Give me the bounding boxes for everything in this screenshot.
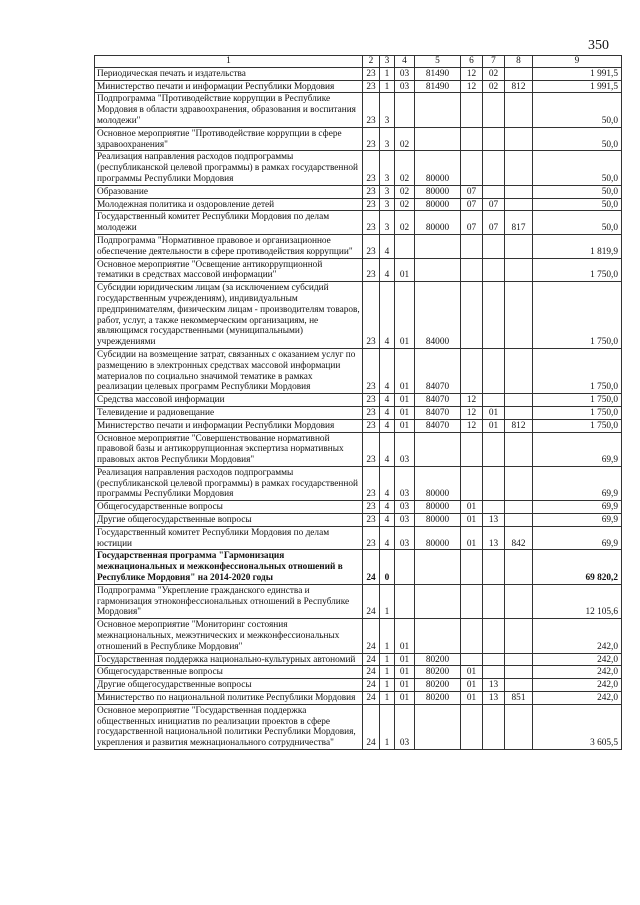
expense-code: 80000 bbox=[415, 526, 461, 550]
division-code bbox=[461, 282, 483, 349]
table-row bbox=[95, 394, 622, 407]
column-header: 7 bbox=[483, 56, 505, 68]
expense-code: 80200 bbox=[415, 692, 461, 705]
row-name: Реализация направления расходов подпрограммы (республиканской целевой программы) в рамках государственной программы Республики Мордовия bbox=[95, 151, 363, 185]
division-code: 01 bbox=[461, 666, 483, 679]
table-row bbox=[95, 679, 622, 692]
subprogram-code: 1 bbox=[380, 679, 395, 692]
ministry-code bbox=[505, 666, 533, 679]
table-row bbox=[95, 198, 622, 211]
ministry-code bbox=[505, 514, 533, 527]
amount-value: 1 750,0 bbox=[533, 394, 622, 407]
ministry-code bbox=[505, 234, 533, 258]
section-code: 23 bbox=[363, 127, 380, 151]
subprogram-code: 4 bbox=[380, 419, 395, 432]
table-row bbox=[95, 348, 622, 393]
row-name: Средства массовой информации bbox=[95, 394, 363, 407]
table-row bbox=[95, 526, 622, 550]
expense-code: 80000 bbox=[415, 514, 461, 527]
amount-value: 242,0 bbox=[533, 619, 622, 653]
amount-value: 50,0 bbox=[533, 127, 622, 151]
activity-code: 03 bbox=[395, 80, 415, 93]
section-code: 23 bbox=[363, 394, 380, 407]
ministry-code bbox=[505, 406, 533, 419]
table-row bbox=[95, 282, 622, 349]
row-name: Основное мероприятие "Мониторинг состояния межнациональных, межэтнических и межконфессиональных отношений в Республике Мордовия" bbox=[95, 619, 363, 653]
section-code: 24 bbox=[363, 550, 380, 584]
amount-value: 69,9 bbox=[533, 432, 622, 466]
subdivision-code: 02 bbox=[483, 80, 505, 93]
ministry-code bbox=[505, 394, 533, 407]
section-code: 24 bbox=[363, 619, 380, 653]
table-row bbox=[95, 127, 622, 151]
section-code: 23 bbox=[363, 198, 380, 211]
division-code bbox=[461, 466, 483, 500]
subprogram-code: 0 bbox=[380, 550, 395, 584]
column-header: 5 bbox=[415, 56, 461, 68]
activity-code bbox=[395, 93, 415, 127]
section-code: 23 bbox=[363, 419, 380, 432]
subdivision-code: 01 bbox=[483, 419, 505, 432]
row-name: Государственная программа "Гармонизация межнациональных и межконфессиональных отношений в Республике Мордовия" на 2014-2020 годы bbox=[95, 550, 363, 584]
subdivision-code: 02 bbox=[483, 67, 505, 80]
section-code: 23 bbox=[363, 67, 380, 80]
amount-value: 1 819,9 bbox=[533, 234, 622, 258]
amount-value: 242,0 bbox=[533, 692, 622, 705]
table-row bbox=[95, 211, 622, 235]
activity-code: 01 bbox=[395, 679, 415, 692]
subdivision-code bbox=[483, 258, 505, 282]
amount-value: 50,0 bbox=[533, 198, 622, 211]
subdivision-code bbox=[483, 584, 505, 618]
amount-value: 50,0 bbox=[533, 93, 622, 127]
expense-code bbox=[415, 258, 461, 282]
ministry-code bbox=[505, 93, 533, 127]
subdivision-code: 13 bbox=[483, 692, 505, 705]
row-name: Основное мероприятие "Совершенствование нормативной правовой базы и антикоррупционная экспертиза нормативных правовых актов Республики Мордовия" bbox=[95, 432, 363, 466]
subdivision-code bbox=[483, 666, 505, 679]
row-name: Подпрограмма "Укрепление гражданского единства и гармонизация этноконфессиональных отношений в Республике Мордовия" bbox=[95, 584, 363, 618]
row-name: Образование bbox=[95, 185, 363, 198]
table-row bbox=[95, 653, 622, 666]
row-name: Министерство печати и информации Республики Мордовия bbox=[95, 419, 363, 432]
subprogram-code: 1 bbox=[380, 584, 395, 618]
activity-code: 01 bbox=[395, 692, 415, 705]
expense-code bbox=[415, 704, 461, 749]
section-code: 24 bbox=[363, 704, 380, 749]
subprogram-code: 4 bbox=[380, 501, 395, 514]
ministry-code bbox=[505, 584, 533, 618]
division-code: 12 bbox=[461, 67, 483, 80]
expense-code: 80200 bbox=[415, 653, 461, 666]
activity-code: 02 bbox=[395, 211, 415, 235]
division-code: 12 bbox=[461, 394, 483, 407]
section-code: 23 bbox=[363, 282, 380, 349]
activity-code: 02 bbox=[395, 151, 415, 185]
subdivision-code bbox=[483, 704, 505, 749]
division-code: 12 bbox=[461, 419, 483, 432]
expense-code: 84070 bbox=[415, 348, 461, 393]
ministry-code bbox=[505, 127, 533, 151]
table-row bbox=[95, 584, 622, 618]
table-body bbox=[95, 67, 622, 749]
row-name: Субсидии на возмещение затрат, связанных с оказанием услуг по размещению в электронных средствах массовой информации материалов по социально значимой тематике в рамках реализации целевых программ Республики Мордовия bbox=[95, 348, 363, 393]
subdivision-code: 13 bbox=[483, 526, 505, 550]
amount-value: 50,0 bbox=[533, 185, 622, 198]
subprogram-code: 4 bbox=[380, 432, 395, 466]
table-row bbox=[95, 185, 622, 198]
subdivision-code bbox=[483, 394, 505, 407]
expense-code bbox=[415, 550, 461, 584]
ministry-code bbox=[505, 67, 533, 80]
ministry-code: 842 bbox=[505, 526, 533, 550]
column-header: 6 bbox=[461, 56, 483, 68]
activity-code: 03 bbox=[395, 67, 415, 80]
activity-code: 02 bbox=[395, 185, 415, 198]
row-name: Подпрограмма "Нормативное правовое и организационное обеспечение деятельности в сфере противодействия коррупции" bbox=[95, 234, 363, 258]
table-row bbox=[95, 501, 622, 514]
activity-code bbox=[395, 234, 415, 258]
ministry-code bbox=[505, 704, 533, 749]
amount-value: 3 605,5 bbox=[533, 704, 622, 749]
activity-code: 01 bbox=[395, 348, 415, 393]
subprogram-code: 1 bbox=[380, 666, 395, 679]
activity-code: 02 bbox=[395, 198, 415, 211]
column-header: 9 bbox=[533, 56, 622, 68]
table-row bbox=[95, 704, 622, 749]
amount-value: 69,9 bbox=[533, 514, 622, 527]
row-name: Основное мероприятие "Государственная поддержка общественных инициатив по реализации проектов в сфере государственной национальной политики Республики Мордовия, укрепления и развития межнационального сотрудничества" bbox=[95, 704, 363, 749]
subdivision-code: 13 bbox=[483, 514, 505, 527]
subdivision-code bbox=[483, 151, 505, 185]
subprogram-code: 3 bbox=[380, 185, 395, 198]
section-code: 24 bbox=[363, 653, 380, 666]
amount-value: 69,9 bbox=[533, 466, 622, 500]
section-code: 23 bbox=[363, 514, 380, 527]
subprogram-code: 4 bbox=[380, 258, 395, 282]
table-row bbox=[95, 258, 622, 282]
division-code: 01 bbox=[461, 501, 483, 514]
expense-code: 84000 bbox=[415, 282, 461, 349]
row-name: Субсидии юридическим лицам (за исключением субсидий государственным учреждениям), индивидуальным предпринимателям, физическим лицам - производителям товаров, работ, услуг, а также некоммерческим организациям, не являющимся государственными (муниципальными) учреждениями bbox=[95, 282, 363, 349]
ministry-code: 851 bbox=[505, 692, 533, 705]
division-code bbox=[461, 151, 483, 185]
column-header: 2 bbox=[363, 56, 380, 68]
subprogram-code: 3 bbox=[380, 93, 395, 127]
division-code bbox=[461, 348, 483, 393]
ministry-code bbox=[505, 679, 533, 692]
activity-code: 01 bbox=[395, 258, 415, 282]
amount-value: 242,0 bbox=[533, 679, 622, 692]
row-name: Государственная поддержка национально-культурных автономий bbox=[95, 653, 363, 666]
subdivision-code bbox=[483, 619, 505, 653]
activity-code: 01 bbox=[395, 394, 415, 407]
division-code: 01 bbox=[461, 514, 483, 527]
subdivision-code bbox=[483, 93, 505, 127]
row-name: Основное мероприятие "Освещение антикоррупционной тематики в средствах массовой информации" bbox=[95, 258, 363, 282]
activity-code: 01 bbox=[395, 619, 415, 653]
row-name: Общегосударственные вопросы bbox=[95, 666, 363, 679]
subprogram-code: 4 bbox=[380, 514, 395, 527]
subprogram-code: 1 bbox=[380, 653, 395, 666]
activity-code: 01 bbox=[395, 666, 415, 679]
budget-table bbox=[94, 55, 622, 750]
section-code: 24 bbox=[363, 666, 380, 679]
amount-value: 69,9 bbox=[533, 501, 622, 514]
amount-value: 1 750,0 bbox=[533, 406, 622, 419]
section-code: 23 bbox=[363, 501, 380, 514]
row-name: Реализация направления расходов подпрограммы (республиканской целевой программы) в рамках государственной программы Республики Мордовия bbox=[95, 466, 363, 500]
ministry-code bbox=[505, 151, 533, 185]
amount-value: 1 750,0 bbox=[533, 348, 622, 393]
subdivision-code: 13 bbox=[483, 679, 505, 692]
subprogram-code: 4 bbox=[380, 466, 395, 500]
activity-code: 03 bbox=[395, 432, 415, 466]
activity-code: 03 bbox=[395, 466, 415, 500]
division-code bbox=[461, 93, 483, 127]
table-row bbox=[95, 93, 622, 127]
subprogram-code: 1 bbox=[380, 704, 395, 749]
expense-code: 80000 bbox=[415, 211, 461, 235]
division-code bbox=[461, 258, 483, 282]
division-code bbox=[461, 550, 483, 584]
division-code bbox=[461, 619, 483, 653]
section-code: 24 bbox=[363, 584, 380, 618]
ministry-code bbox=[505, 466, 533, 500]
ministry-code: 812 bbox=[505, 419, 533, 432]
column-header: 1 bbox=[95, 56, 363, 68]
table-row bbox=[95, 67, 622, 80]
activity-code: 03 bbox=[395, 501, 415, 514]
expense-code: 80000 bbox=[415, 466, 461, 500]
expense-code bbox=[415, 234, 461, 258]
expense-code: 80200 bbox=[415, 666, 461, 679]
row-name: Общегосударственные вопросы bbox=[95, 501, 363, 514]
amount-value: 1 750,0 bbox=[533, 282, 622, 349]
section-code: 23 bbox=[363, 80, 380, 93]
column-header: 3 bbox=[380, 56, 395, 68]
table-row bbox=[95, 419, 622, 432]
expense-code: 80000 bbox=[415, 198, 461, 211]
row-name: Телевидение и радиовещание bbox=[95, 406, 363, 419]
division-code bbox=[461, 234, 483, 258]
expense-code bbox=[415, 619, 461, 653]
subdivision-code bbox=[483, 432, 505, 466]
row-name: Государственный комитет Республики Мордовия по делам юстиции bbox=[95, 526, 363, 550]
division-code: 12 bbox=[461, 406, 483, 419]
section-code: 23 bbox=[363, 348, 380, 393]
activity-code: 03 bbox=[395, 704, 415, 749]
row-name: Периодическая печать и издательства bbox=[95, 67, 363, 80]
division-code: 01 bbox=[461, 526, 483, 550]
ministry-code bbox=[505, 501, 533, 514]
subprogram-code: 1 bbox=[380, 67, 395, 80]
activity-code: 03 bbox=[395, 526, 415, 550]
subdivision-code: 07 bbox=[483, 211, 505, 235]
amount-value: 1 991,5 bbox=[533, 80, 622, 93]
activity-code: 01 bbox=[395, 653, 415, 666]
section-code: 23 bbox=[363, 406, 380, 419]
table-row bbox=[95, 432, 622, 466]
amount-value: 242,0 bbox=[533, 666, 622, 679]
division-code bbox=[461, 127, 483, 151]
activity-code bbox=[395, 550, 415, 584]
subdivision-code: 07 bbox=[483, 198, 505, 211]
expense-code: 80000 bbox=[415, 185, 461, 198]
amount-value: 50,0 bbox=[533, 211, 622, 235]
ministry-code: 812 bbox=[505, 80, 533, 93]
amount-value: 1 750,0 bbox=[533, 419, 622, 432]
division-code: 01 bbox=[461, 692, 483, 705]
amount-value: 242,0 bbox=[533, 653, 622, 666]
section-code: 23 bbox=[363, 432, 380, 466]
amount-value: 50,0 bbox=[533, 151, 622, 185]
division-code: 01 bbox=[461, 679, 483, 692]
table-row bbox=[95, 151, 622, 185]
subprogram-code: 3 bbox=[380, 211, 395, 235]
subprogram-code: 4 bbox=[380, 526, 395, 550]
table-row bbox=[95, 80, 622, 93]
subdivision-code bbox=[483, 466, 505, 500]
amount-value: 12 105,6 bbox=[533, 584, 622, 618]
expense-code: 80000 bbox=[415, 501, 461, 514]
column-header: 8 bbox=[505, 56, 533, 68]
division-code: 12 bbox=[461, 80, 483, 93]
activity-code: 01 bbox=[395, 406, 415, 419]
section-code: 24 bbox=[363, 679, 380, 692]
expense-code bbox=[415, 584, 461, 618]
activity-code: 03 bbox=[395, 514, 415, 527]
division-code bbox=[461, 432, 483, 466]
subdivision-code bbox=[483, 653, 505, 666]
row-name: Молодежная политика и оздоровление детей bbox=[95, 198, 363, 211]
division-code bbox=[461, 653, 483, 666]
subdivision-code bbox=[483, 234, 505, 258]
expense-code: 80200 bbox=[415, 679, 461, 692]
subdivision-code: 01 bbox=[483, 406, 505, 419]
column-header: 4 bbox=[395, 56, 415, 68]
subprogram-code: 3 bbox=[380, 198, 395, 211]
ministry-code bbox=[505, 185, 533, 198]
subprogram-code: 3 bbox=[380, 127, 395, 151]
section-code: 23 bbox=[363, 211, 380, 235]
ministry-code bbox=[505, 258, 533, 282]
table-row bbox=[95, 666, 622, 679]
subprogram-code: 4 bbox=[380, 406, 395, 419]
section-code: 23 bbox=[363, 93, 380, 127]
ministry-code bbox=[505, 282, 533, 349]
section-code: 23 bbox=[363, 234, 380, 258]
row-name: Основное мероприятие "Противодействие коррупции в сфере здравоохранения" bbox=[95, 127, 363, 151]
expense-code: 81490 bbox=[415, 67, 461, 80]
row-name: Другие общегосударственные вопросы bbox=[95, 679, 363, 692]
table-row bbox=[95, 619, 622, 653]
ministry-code bbox=[505, 348, 533, 393]
division-code: 07 bbox=[461, 185, 483, 198]
division-code: 07 bbox=[461, 198, 483, 211]
row-name: Другие общегосударственные вопросы bbox=[95, 514, 363, 527]
ministry-code bbox=[505, 550, 533, 584]
section-code: 23 bbox=[363, 258, 380, 282]
section-code: 24 bbox=[363, 692, 380, 705]
amount-value: 69 820,2 bbox=[533, 550, 622, 584]
subprogram-code: 4 bbox=[380, 394, 395, 407]
subprogram-code: 1 bbox=[380, 619, 395, 653]
activity-code: 02 bbox=[395, 127, 415, 151]
row-name: Подпрограмма "Противодействие коррупции в Республике Мордовия в области здравоохранения, образования и воспитания молодежи" bbox=[95, 93, 363, 127]
table-row bbox=[95, 406, 622, 419]
expense-code: 81490 bbox=[415, 80, 461, 93]
section-code: 23 bbox=[363, 526, 380, 550]
table-row bbox=[95, 234, 622, 258]
subprogram-code: 3 bbox=[380, 151, 395, 185]
ministry-code bbox=[505, 653, 533, 666]
subprogram-code: 1 bbox=[380, 80, 395, 93]
section-code: 23 bbox=[363, 185, 380, 198]
amount-value: 1 991,5 bbox=[533, 67, 622, 80]
subprogram-code: 4 bbox=[380, 282, 395, 349]
expense-code: 84070 bbox=[415, 406, 461, 419]
expense-code bbox=[415, 127, 461, 151]
row-name: Государственный комитет Республики Мордовия по делам молодежи bbox=[95, 211, 363, 235]
division-code bbox=[461, 704, 483, 749]
expense-code: 84070 bbox=[415, 394, 461, 407]
subprogram-code: 1 bbox=[380, 692, 395, 705]
amount-value: 69,9 bbox=[533, 526, 622, 550]
ministry-code bbox=[505, 198, 533, 211]
expense-code bbox=[415, 93, 461, 127]
subprogram-code: 4 bbox=[380, 348, 395, 393]
ministry-code bbox=[505, 619, 533, 653]
subdivision-code bbox=[483, 501, 505, 514]
expense-code bbox=[415, 432, 461, 466]
ministry-code bbox=[505, 432, 533, 466]
table-header-row bbox=[95, 56, 622, 68]
table-row bbox=[95, 466, 622, 500]
section-code: 23 bbox=[363, 151, 380, 185]
row-name: Министерство по национальной политике Республики Мордовия bbox=[95, 692, 363, 705]
ministry-code: 817 bbox=[505, 211, 533, 235]
subdivision-code bbox=[483, 550, 505, 584]
expense-code: 84070 bbox=[415, 419, 461, 432]
page-number: 350 bbox=[588, 38, 609, 53]
table-row bbox=[95, 550, 622, 584]
division-code: 07 bbox=[461, 211, 483, 235]
table-row bbox=[95, 514, 622, 527]
table-row bbox=[95, 692, 622, 705]
subdivision-code bbox=[483, 185, 505, 198]
amount-value: 1 750,0 bbox=[533, 258, 622, 282]
activity-code bbox=[395, 584, 415, 618]
activity-code: 01 bbox=[395, 419, 415, 432]
expense-code: 80000 bbox=[415, 151, 461, 185]
section-code: 23 bbox=[363, 466, 380, 500]
row-name: Министерство печати и информации Республики Мордовия bbox=[95, 80, 363, 93]
subdivision-code bbox=[483, 127, 505, 151]
activity-code: 01 bbox=[395, 282, 415, 349]
subdivision-code bbox=[483, 282, 505, 349]
subdivision-code bbox=[483, 348, 505, 393]
subprogram-code: 4 bbox=[380, 234, 395, 258]
division-code bbox=[461, 584, 483, 618]
